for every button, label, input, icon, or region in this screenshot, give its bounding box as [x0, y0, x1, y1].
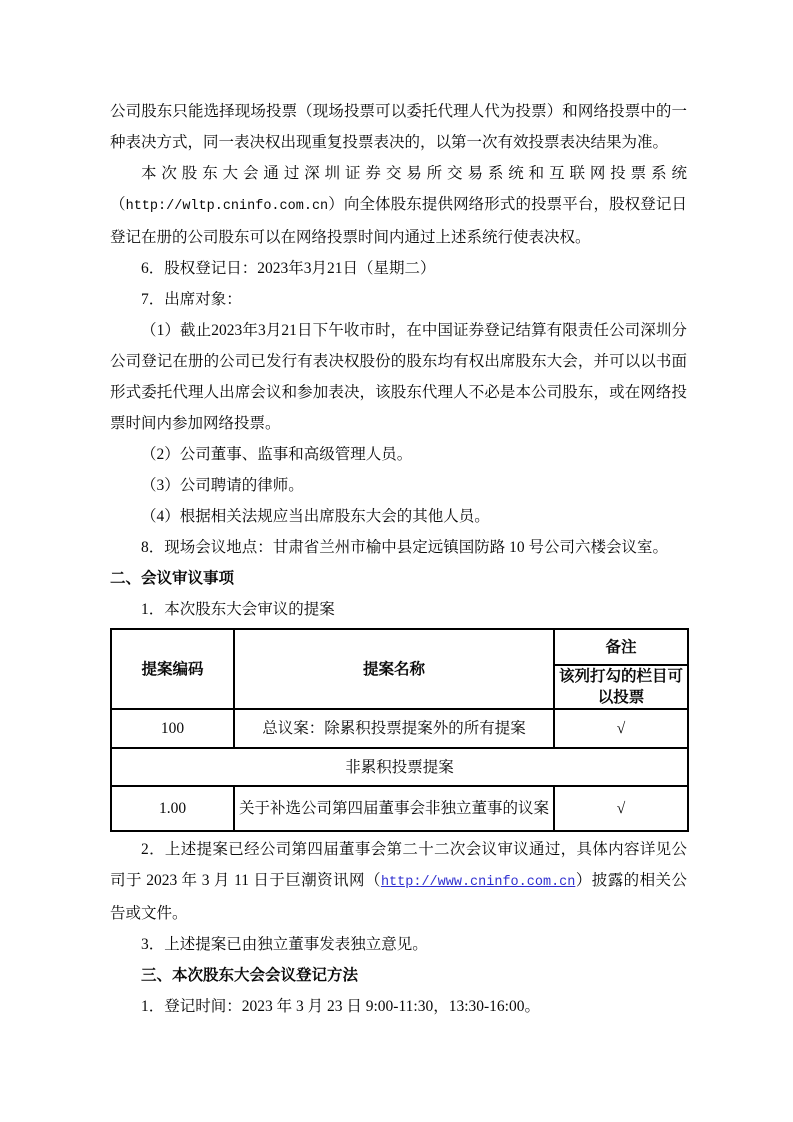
header-remark-sub: 该列打勾的栏目可以投票 [554, 665, 688, 709]
section-heading-review-matters: 二、会议审议事项 [110, 570, 235, 587]
section-heading-registration: 三、本次股东大会会议登记方法 [141, 967, 359, 984]
para-network-voting-pre: 本次股东大会通过深圳证券交易所交易系统和互联网投票系统（ [110, 165, 687, 213]
item-7-4-others: （4）根据相关法规应当出席股东大会的其他人员。 [141, 508, 490, 525]
table-row-general-proposal [111, 709, 688, 748]
item-6-record-date: 6．股权登记日：2023年3月21日（星期二） [141, 260, 436, 277]
table-header-row-top [111, 629, 688, 665]
proposal-table [110, 628, 689, 832]
wltp-url-text: http://wltp.cninfo.com.cn [125, 199, 329, 214]
cell-code-1-00: 1.00 [111, 786, 234, 831]
item-7-attendees: 7．出席对象： [141, 291, 242, 308]
cninfo-link[interactable]: http://www.cninfo.com.cn [380, 875, 576, 890]
item-1-registration-time: 1．登记时间：2023 年 3 月 23 日 9:00-11:30，13:30-16:00。 [141, 998, 540, 1015]
header-proposal-code: 提案编码 [111, 629, 234, 709]
item-8-venue: 8．现场会议地点：甘肃省兰州市榆中县定远镇国防路 10 号公司六楼会议室。 [141, 539, 669, 556]
para-voting-method: 公司股东只能选择现场投票（现场投票可以委托代理人代为投票）和网络投票中的一种表决方式，同一表决权出现重复投票表决的，以第一次有效投票表决结果为准。 [110, 103, 687, 151]
cell-code-100: 100 [111, 709, 234, 748]
document-content [110, 96, 687, 1022]
item-7-2-directors: （2）公司董事、监事和高级管理人员。 [141, 446, 413, 463]
item-2-post: ）披露的相关公告或文件。 [110, 872, 687, 922]
item-3-independent-opinion: 3．上述提案已由独立董事发表独立意见。 [141, 936, 428, 953]
para-network-voting-platform [110, 158, 687, 253]
item-2-pre: 2．上述提案已经公司第四届董事会第二十二次会议审议通过，具体内容详见公司于 2023 年 3 月 11 日于巨潮资讯网（ [110, 841, 687, 889]
cell-name-general: 总议案：除累积投票提案外的所有提案 [234, 709, 554, 748]
cell-section-non-cumulative: 非累积投票提案 [111, 748, 688, 786]
para-network-voting-post: ）向全体股东提供网络形式的投票平台，股权登记日登记在册的公司股东可以在网络投票时间内通过上述系统行使表决权。 [110, 196, 687, 246]
checkmark-general: √ [554, 709, 688, 748]
cell-name-by-election: 关于补选公司第四届董事会非独立董事的议案 [234, 786, 554, 831]
item-1-proposals-intro: 1．本次股东大会审议的提案 [141, 601, 335, 618]
header-remark: 备注 [554, 629, 688, 665]
item-2-board-approval [110, 834, 687, 929]
item-7-1-shareholders: （1）截止2023年3月21日下午收市时，在中国证券登记结算有限责任公司深圳分公司登记在册的公司已发行有表决权股份的股东均有权出席股东大会，并可以以书面形式委托代理人出席会议和参加表决，该股东代理人不必是本公司股东，或在网络投票时间内参加网络投票。 [110, 322, 687, 432]
checkmark-by-election: √ [554, 786, 688, 831]
item-7-3-lawyers: （3）公司聘请的律师。 [141, 477, 304, 494]
table-row-proposal-1 [111, 786, 688, 831]
header-proposal-name: 提案名称 [234, 629, 554, 709]
table-row-section-non-cumulative [111, 748, 688, 786]
